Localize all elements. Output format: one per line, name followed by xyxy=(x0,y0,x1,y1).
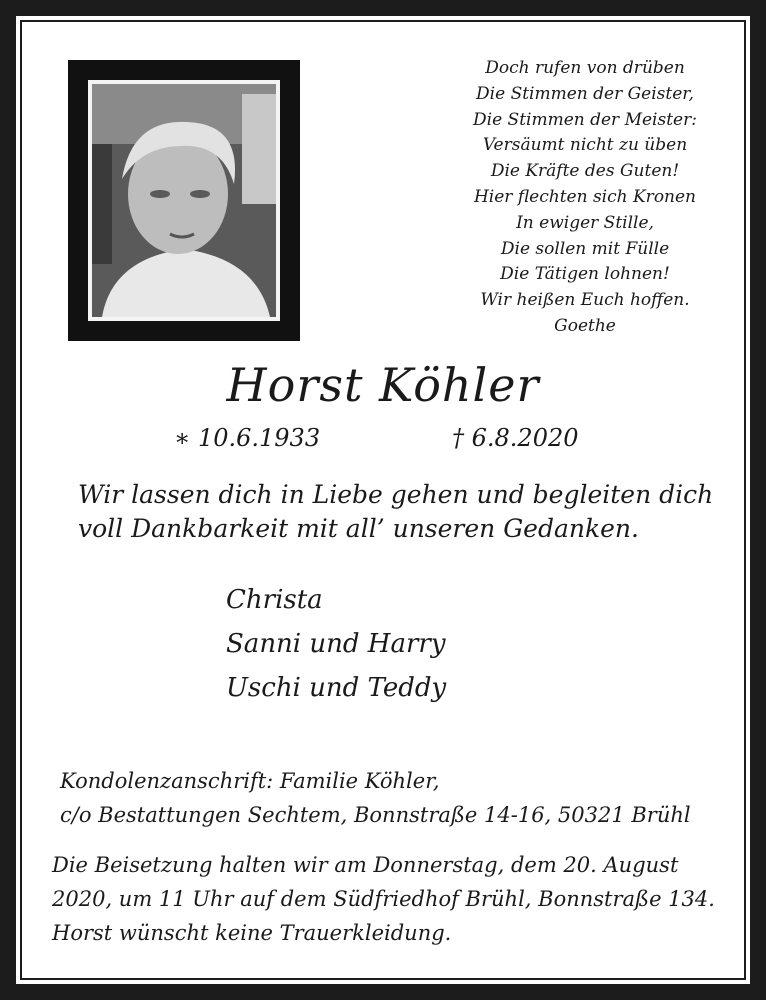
family-member: Christa xyxy=(226,585,323,615)
family-list xyxy=(226,578,446,710)
quote-line: Wir lassen dich in Liebe gehen und begleiten dich xyxy=(78,480,714,509)
portrait-photo xyxy=(92,84,276,317)
address-line: c/o Bestattungen Sechtem, Bonnstraße 14-16, 50321 Brühl xyxy=(60,803,691,827)
poem-line: Wir heißen Euch hoffen. xyxy=(480,290,690,311)
poem-line: Die Stimmen der Geister, xyxy=(476,83,694,104)
poem-author: Goethe xyxy=(554,315,616,336)
funeral-notice xyxy=(52,848,715,950)
condolence-address xyxy=(60,764,691,832)
poem-line: Hier flechten sich Kronen xyxy=(473,186,697,207)
poem-line: Doch rufen von drüben xyxy=(485,58,685,78)
death-date: † 6.8.2020 xyxy=(452,424,579,452)
birth-date: ∗ 10.6.1933 xyxy=(174,424,321,452)
address-line: Kondolenzanschrift: Familie Köhler, xyxy=(60,769,440,793)
portrait-frame xyxy=(68,60,300,341)
deceased-name: Horst Köhler xyxy=(226,358,540,412)
funeral-line: Horst wünscht keine Trauerkleidung. xyxy=(52,921,452,945)
poem-line: Die Tätigen lohnen! xyxy=(500,264,670,285)
poem-line: Versäumt nicht zu üben xyxy=(482,135,688,156)
poem xyxy=(450,56,720,340)
poem-line: In ewiger Stille, xyxy=(516,212,654,233)
family-member: Uschi und Teddy xyxy=(226,673,447,703)
family-member: Sanni und Harry xyxy=(226,629,446,659)
farewell-quote xyxy=(78,478,718,546)
poem-line: Die Kräfte des Guten! xyxy=(490,161,680,182)
poem-line: Die sollen mit Fülle xyxy=(500,238,670,259)
funeral-line: Die Beisetzung halten wir am Donnerstag, dem 20. August xyxy=(52,853,679,877)
funeral-line: 2020, um 11 Uhr auf dem Südfriedhof Brühl, Bonnstraße 134. xyxy=(52,887,715,911)
poem-line: Die Stimmen der Meister: xyxy=(473,109,697,130)
portrait-mat xyxy=(88,80,280,321)
quote-line: voll Dankbarkeit mit all’ unseren Gedanken. xyxy=(78,514,639,543)
